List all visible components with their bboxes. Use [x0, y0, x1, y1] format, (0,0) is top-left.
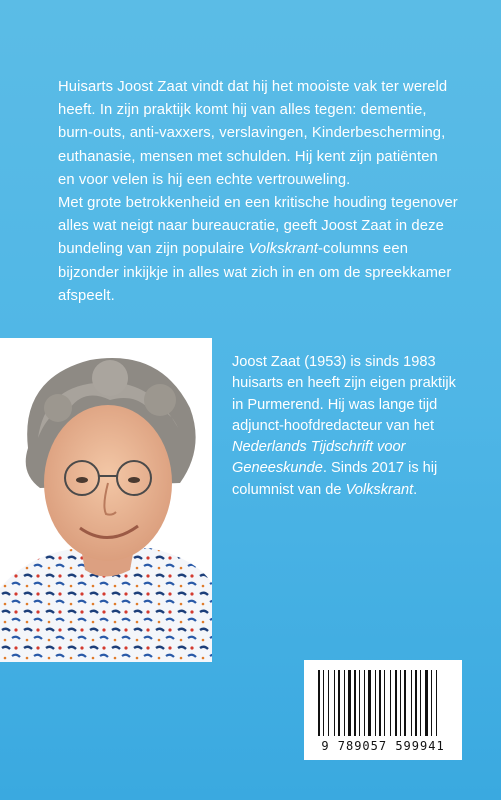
author-bio: [232, 352, 464, 501]
blurb-paragraph-1: Huisarts Joost Zaat vindt dat hij het mooiste vak ter wereld heeft. In zijn praktijk komt hij van alles tegen: dementie, burn-outs, anti-vaxxers, verslavingen, Kinderbescherming, euthanasie, mensen met schulden. Hij kent zijn patiënten en voor velen is hij een echte vertrouweling.: [58, 79, 448, 188]
blurb-p2-text-b: -columns een bijzonder inkijkje in alles wat zich in en om de spreekkamer afspeelt.: [58, 241, 452, 304]
blurb-p2-newspaper: Volkskrant: [248, 241, 318, 258]
author-portrait-image: [0, 338, 212, 662]
bio-text-1: Joost Zaat (1953) is sinds 1983 huisarts en heeft zijn eigen praktijk in Purmerend. Hij was lange tijd adjunct-hoofdredacteur van het: [232, 354, 456, 434]
barcode: [304, 660, 462, 760]
author-photo: [0, 338, 212, 662]
bio-text-3: .: [413, 481, 418, 498]
blurb-paragraph-2: [58, 192, 458, 308]
bio-journal-name: Nederlands Tijdschrift voor Geneeskunde: [232, 439, 406, 477]
bio-text-2: . Sinds 2017 is hij columnist van de: [232, 460, 438, 498]
isbn-number: 9 789057 599941: [321, 739, 445, 753]
blurb-p2-text-a: Met grote betrokkenheid en een kritische houding tegenover alles wat neigt naar bureaucratie, geeft Joost Zaat in deze bundeling van zijn populaire: [58, 195, 458, 258]
back-cover-blurb: [58, 76, 458, 308]
bio-newspaper-name: Volkskrant: [345, 481, 414, 498]
